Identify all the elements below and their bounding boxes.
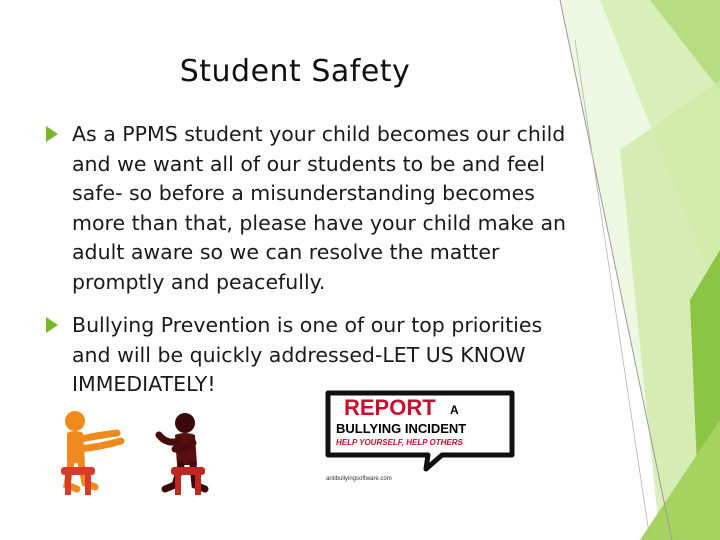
- report-tagline: HELP YOURSELF, HELP OTHERS: [336, 438, 463, 447]
- dark-figure: [159, 413, 205, 495]
- arrow-bullet-icon: [46, 317, 58, 333]
- bullet-text-1: As a PPMS student your child becomes our child and we want all of our students to be and feel safe- so before a misunderstanding becomes more than that, please have your child make an adult aware so we can resolve the matter promptly and peacefully.: [72, 122, 567, 294]
- arrow-bullet-icon: [46, 126, 58, 142]
- report-website: antibullyingsoftware.com: [326, 476, 392, 482]
- slide-title: Student Safety: [179, 54, 411, 89]
- orange-figure: [61, 411, 121, 495]
- bullet-text-2: Bullying Prevention is one of our top priorities and will be quickly addressed-LET US KNOW IMMEDIATELY!: [72, 313, 543, 396]
- report-subheading: BULLYING INCIDENT: [336, 421, 467, 436]
- bullet-item-2: [46, 311, 586, 400]
- report-bullying-badge: [322, 389, 518, 483]
- report-heading: REPORT: [344, 395, 436, 420]
- report-heading-article: A: [450, 403, 459, 417]
- bullet-list: [46, 120, 586, 414]
- bullet-item-1: [46, 120, 586, 297]
- bullying-figures-illustration: [55, 405, 245, 505]
